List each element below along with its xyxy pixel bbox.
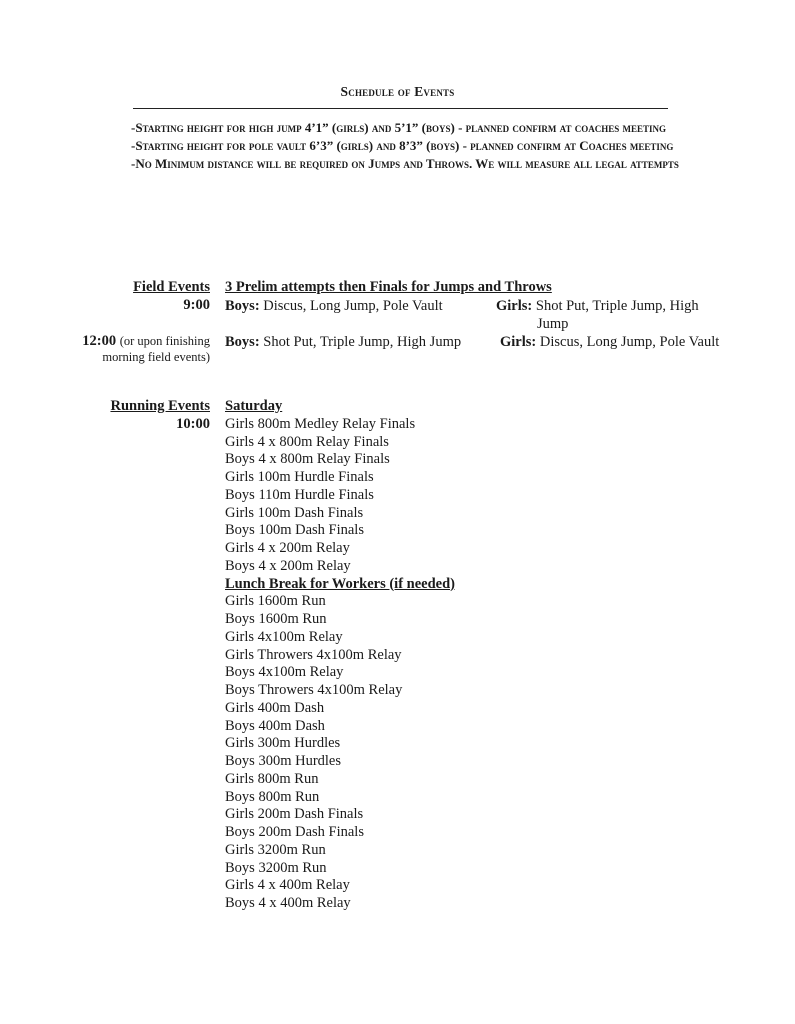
boys-label: Boys: [225, 298, 260, 314]
running-events-list [225, 398, 455, 913]
boys-label: Boys: [225, 334, 260, 350]
running-day-header: Saturday [225, 398, 283, 414]
list-item: Girls 4 x 400m Relay [225, 877, 350, 894]
list-item: Boys 200m Dash Finals [225, 824, 364, 840]
note-high-jump: -Starting height for high jump 4’1” (girls) and 5’1” (boys) - planned confirm at coaches meeting [131, 120, 666, 135]
list-item: Girls 4 x 200m Relay [225, 540, 350, 556]
field-session-1-girls [496, 297, 721, 333]
list-item: Boys 800m Run [225, 788, 320, 805]
list-item: Boys 100m Dash Finals [225, 522, 364, 539]
running-events-label: Running Events [110, 398, 210, 414]
field-session-1-boys [225, 297, 490, 315]
field-session-2-time-note: (or upon finishing morning field events) [102, 334, 210, 364]
list-item: Girls 3200m Run [225, 841, 326, 858]
note-pole-vault: -Starting height for pole vault 6’3” (girls) and 8’3” (boys) - planned confirm at Coaches meeting [131, 138, 674, 153]
list-item: Girls 300m Hurdles [225, 735, 341, 752]
list-item: Boys Throwers 4x100m Relay [225, 682, 403, 698]
list-item: Girls 800m Medley Relay Finals [225, 415, 416, 432]
boys-events: Discus, Long Jump, Pole Vault [263, 298, 443, 314]
note-minimum-distance: -No Minimum distance will be required on Jumps and Throws. We will measure all legal attempts [131, 156, 679, 171]
list-item: Boys 110m Hurdle Finals [225, 486, 374, 503]
field-events-header: 3 Prelim attempts then Finals for Jumps and Throws [225, 279, 552, 295]
notes-block [131, 119, 691, 173]
field-session-1-time: 9:00 [183, 297, 210, 313]
list-item: Boys 4 x 200m Relay [225, 557, 351, 574]
girls-label: Girls: [496, 298, 533, 314]
list-item: Boys 4 x 400m Relay [225, 895, 351, 911]
list-item: Girls 1600m Run [225, 593, 326, 610]
list-item: Girls 100m Dash Finals [225, 504, 364, 521]
lunch-break-header: Lunch Break for Workers (if needed) [225, 575, 455, 592]
list-item: Boys 1600m Run [225, 611, 327, 627]
running-events-time: 10:00 [176, 416, 210, 432]
field-events-label: Field Events [133, 279, 210, 295]
field-session-2-girls [500, 333, 720, 351]
girls-events: Discus, Long Jump, Pole Vault [539, 334, 720, 350]
list-item: Girls 4x100m Relay [225, 628, 343, 645]
list-item: Girls 400m Dash [225, 699, 325, 716]
list-item: Boys 400m Dash [225, 717, 325, 734]
field-session-2-time: 12:00 (or upon finishing morning field events) [82, 333, 210, 364]
list-item: Girls 100m Hurdle Finals [225, 469, 374, 485]
page-title: Schedule of Events [340, 84, 455, 99]
list-item: Girls Throwers 4x100m Relay [225, 646, 402, 663]
list-item: Girls 4 x 800m Relay Finals [225, 433, 389, 450]
girls-label: Girls: [500, 334, 537, 350]
list-item: Girls 200m Dash Finals [225, 806, 364, 823]
girls-events: Shot Put, Triple Jump, High Jump [535, 298, 699, 332]
boys-events: Shot Put, Triple Jump, High Jump [263, 334, 462, 350]
list-item: Boys 4 x 800m Relay Finals [225, 451, 390, 468]
list-item: Boys 3200m Run [225, 859, 327, 876]
title-divider [133, 108, 668, 109]
list-item: Girls 800m Run [225, 770, 319, 787]
list-item: Boys 300m Hurdles [225, 753, 341, 769]
field-session-2-boys [225, 333, 495, 351]
list-item: Boys 4x100m Relay [225, 664, 344, 681]
